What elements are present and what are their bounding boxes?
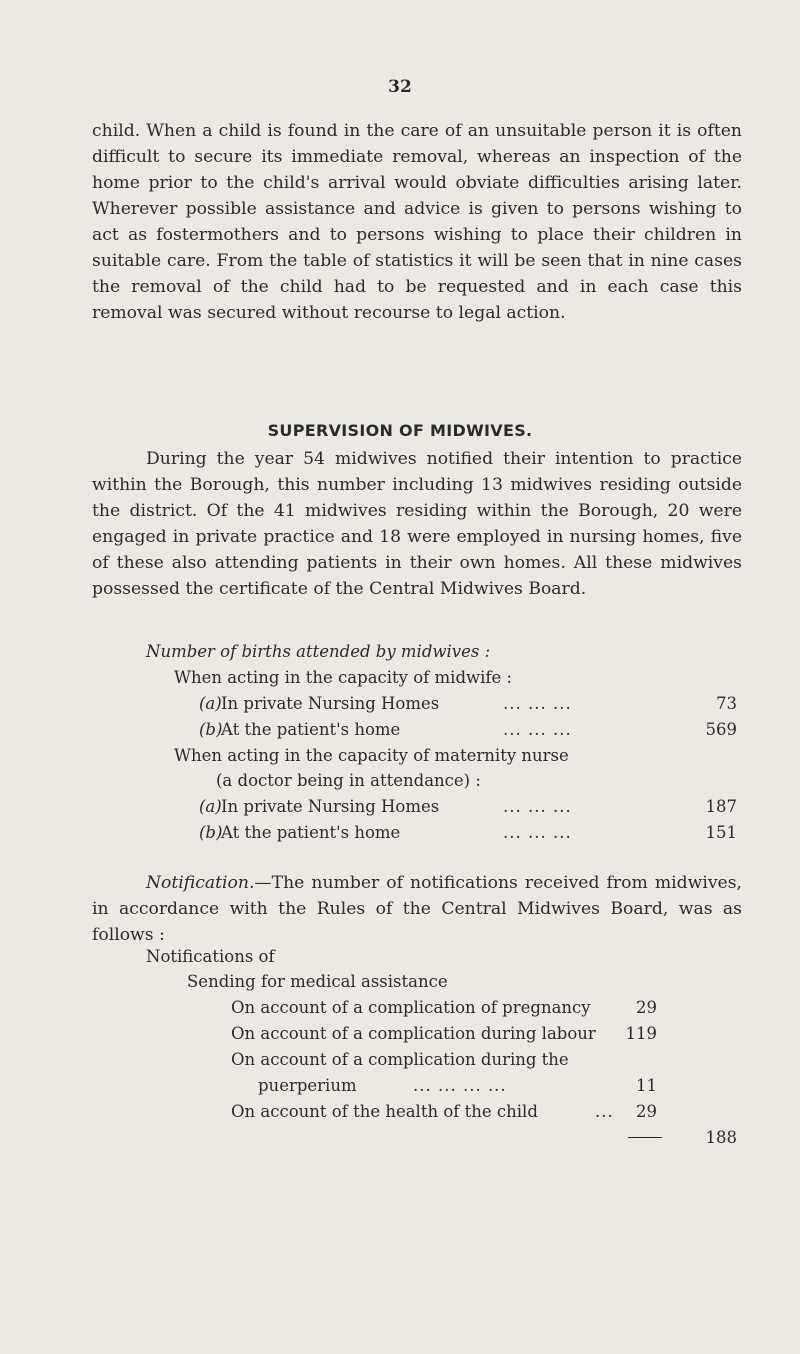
row-letter: (b) xyxy=(199,720,223,739)
group2-title-line1: When acting in the capacity of maternity nurse xyxy=(174,746,569,765)
row-leader-dots: ... ... ... xyxy=(503,720,572,739)
notification-lead-in: Notification. xyxy=(146,873,255,893)
row-letter: (a) xyxy=(199,694,222,713)
notifications-of: Notifications of xyxy=(146,947,275,966)
total-rule xyxy=(628,1137,662,1138)
group1-title: When acting in the capacity of midwife : xyxy=(174,668,513,687)
row-value: 29 xyxy=(636,998,657,1017)
row-leader-dots: ... ... ... xyxy=(503,797,572,816)
row-value: 29 xyxy=(636,1102,657,1121)
row-value: 73 xyxy=(716,694,737,713)
section-heading: SUPERVISION OF MIDWIVES. xyxy=(267,421,533,440)
row-label: On account of a complication during labour xyxy=(231,1024,596,1043)
total-value: 188 xyxy=(705,1128,737,1147)
page-number: 32 xyxy=(388,77,412,97)
sending-for: Sending for medical assistance xyxy=(187,972,448,991)
row-leader-dots: ... xyxy=(595,1102,614,1121)
row-label: puerperium xyxy=(258,1076,357,1095)
row-letter: (b) xyxy=(199,823,223,842)
notification-dash: — xyxy=(254,873,272,893)
row-label: At the patient's home xyxy=(221,720,401,739)
row-value: 187 xyxy=(705,797,737,816)
row-label: In private Nursing Homes xyxy=(221,694,440,713)
row-value: 569 xyxy=(705,720,737,739)
row-letter: (a) xyxy=(199,797,222,816)
row-leader-dots: ... ... ... xyxy=(503,694,572,713)
row-leader-dots: ... ... ... ... xyxy=(413,1076,507,1095)
row-value: 119 xyxy=(625,1024,657,1043)
notification-row-label-line1: On account of a complication during the xyxy=(231,1050,569,1069)
row-label: On account of a complication of pregnancy xyxy=(231,998,591,1017)
row-value: 151 xyxy=(705,823,737,842)
row-label: In private Nursing Homes xyxy=(221,797,440,816)
row-value: 11 xyxy=(636,1076,657,1095)
notification-text: The number of notifications received from midwives, in accordance with the Rules of the Central Midwives Board, was as follows : xyxy=(92,873,742,945)
births-title: Number of births attended by midwives : xyxy=(146,642,491,661)
notification-paragraph xyxy=(92,870,742,948)
group2-title-line2: (a doctor being in attendance) : xyxy=(216,771,481,790)
opening-paragraph: child. When a child is found in the care of an unsuitable person it is often difficult to secure its immediate removal, whereas an inspection of the home prior to the child's arrival would obviate difficulties arising later. Wherever possible assistance and advice is given to persons wishing to act as fostermothers and to persons wishing to place their children in suitable care. From the table of statistics it will be seen that in nine cases the removal of the child had to be requested and in each case this removal was secured without recourse to legal action. xyxy=(92,121,742,323)
midwives-paragraph: During the year 54 midwives notified their intention to practice within the Borough, this number including 13 midwives residing outside the district. Of the 41 midwives residing within the Borough, 20 were engaged in private practice and 18 were employed in nursing homes, five of these also attending patients in their own homes. All these midwives possessed the certificate of the Central Midwives Board. xyxy=(92,449,742,599)
row-label: On account of the health of the child xyxy=(231,1102,538,1121)
row-leader-dots: ... ... ... xyxy=(503,823,572,842)
row-label: At the patient's home xyxy=(221,823,401,842)
